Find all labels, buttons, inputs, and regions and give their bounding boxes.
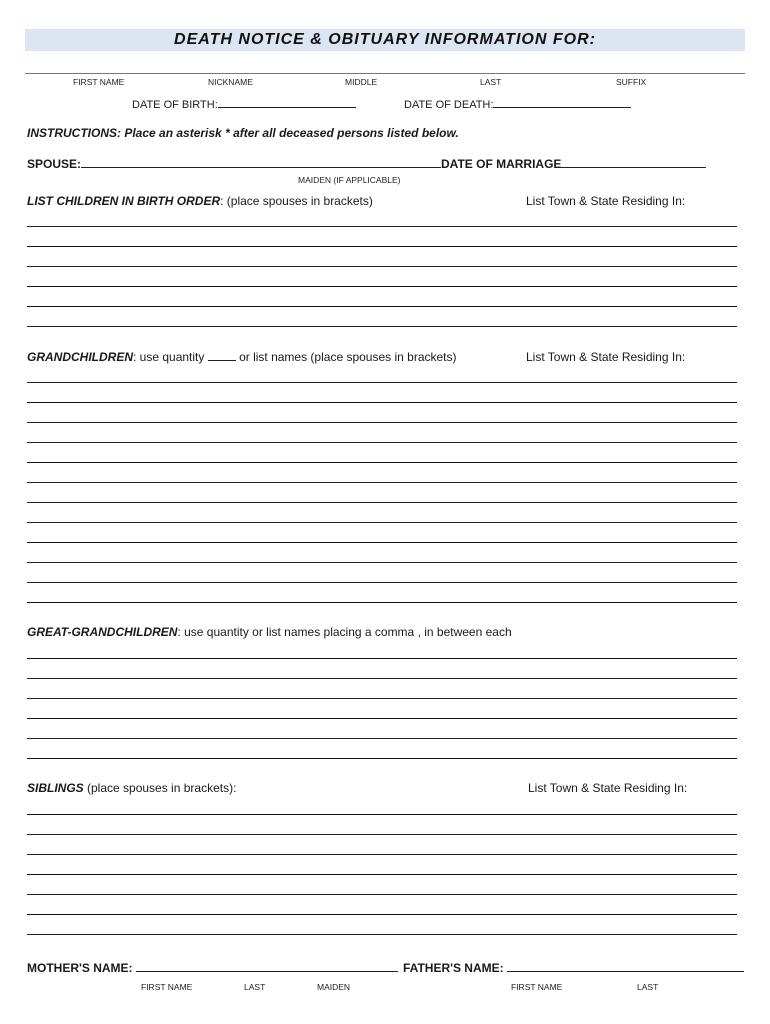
grandchildren-heading-label: GRANDCHILDREN bbox=[27, 350, 133, 364]
children-line[interactable] bbox=[27, 286, 737, 287]
grandchildren-line[interactable] bbox=[27, 582, 737, 583]
children-town-state-label: List Town & State Residing In: bbox=[526, 194, 686, 208]
siblings-line[interactable] bbox=[27, 854, 737, 855]
grandchildren-line[interactable] bbox=[27, 422, 737, 423]
children-line[interactable] bbox=[27, 306, 737, 307]
date-of-birth-line[interactable] bbox=[218, 97, 356, 108]
great-grandchildren-note: : use quantity or list names placing a comma , in between each bbox=[177, 625, 512, 639]
father-name-line[interactable] bbox=[507, 961, 744, 972]
spouse-line[interactable] bbox=[81, 157, 441, 168]
grandchildren-heading bbox=[27, 350, 457, 364]
spouse-label: SPOUSE: bbox=[27, 157, 82, 171]
date-of-death-line[interactable] bbox=[493, 97, 631, 108]
siblings-heading-label: SIBLINGS bbox=[27, 781, 84, 795]
children-line[interactable] bbox=[27, 226, 737, 227]
grandchildren-line[interactable] bbox=[27, 442, 737, 443]
suffix-label: SUFFIX bbox=[616, 77, 647, 87]
mother-first-name-sublabel: FIRST NAME bbox=[141, 982, 193, 992]
children-line[interactable] bbox=[27, 266, 737, 267]
great-grandchildren-heading-label: GREAT-GRANDCHILDREN bbox=[27, 625, 178, 639]
grandchildren-town-state-label: List Town & State Residing In: bbox=[526, 350, 686, 364]
children-heading-label: LIST CHILDREN IN BIRTH ORDER bbox=[27, 194, 221, 208]
siblings-note: (place spouses in brackets): bbox=[83, 781, 237, 795]
mother-name-label: MOTHER'S NAME: bbox=[27, 961, 133, 975]
great-grandchildren-line[interactable] bbox=[27, 658, 737, 659]
great-grandchildren-line[interactable] bbox=[27, 758, 737, 759]
date-of-marriage-label: DATE OF MARRIAGE bbox=[441, 157, 562, 171]
siblings-line[interactable] bbox=[27, 874, 737, 875]
middle-label: MIDDLE bbox=[345, 77, 378, 87]
father-last-sublabel: LAST bbox=[637, 982, 659, 992]
great-grandchildren-heading bbox=[27, 625, 512, 639]
grandchildren-line[interactable] bbox=[27, 402, 737, 403]
first-name-label: FIRST NAME bbox=[73, 77, 125, 87]
children-note: : (place spouses in brackets) bbox=[220, 194, 373, 208]
father-first-name-sublabel: FIRST NAME bbox=[511, 982, 563, 992]
mother-last-sublabel: LAST bbox=[244, 982, 266, 992]
grandchildren-line[interactable] bbox=[27, 502, 737, 503]
grandchildren-line[interactable] bbox=[27, 382, 737, 383]
grandchildren-line[interactable] bbox=[27, 602, 737, 603]
form-title: DEATH NOTICE & OBITUARY INFORMATION FOR: bbox=[174, 31, 596, 48]
date-of-death-label: DATE OF DEATH: bbox=[404, 99, 494, 111]
siblings-line[interactable] bbox=[27, 834, 737, 835]
name-line[interactable] bbox=[25, 73, 745, 74]
great-grandchildren-line[interactable] bbox=[27, 698, 737, 699]
last-label: LAST bbox=[480, 77, 502, 87]
grandchildren-line[interactable] bbox=[27, 522, 737, 523]
siblings-town-state-label: List Town & State Residing In: bbox=[528, 781, 688, 795]
instructions: INSTRUCTIONS: Place an asterisk * after all deceased persons listed below. bbox=[27, 126, 459, 140]
maiden-sublabel: MAIDEN (IF APPLICABLE) bbox=[298, 175, 401, 185]
father-name-field[interactable] bbox=[403, 961, 744, 975]
children-line[interactable] bbox=[27, 246, 737, 247]
siblings-line[interactable] bbox=[27, 934, 737, 935]
siblings-line[interactable] bbox=[27, 814, 737, 815]
date-of-death-field[interactable] bbox=[404, 97, 631, 111]
children-heading bbox=[27, 194, 373, 208]
grandchildren-note-after: or list names (place spouses in brackets) bbox=[239, 350, 457, 364]
mother-name-line[interactable] bbox=[136, 961, 398, 972]
grandchildren-quantity-line[interactable] bbox=[208, 350, 236, 361]
grandchildren-line[interactable] bbox=[27, 462, 737, 463]
great-grandchildren-line[interactable] bbox=[27, 718, 737, 719]
mother-maiden-sublabel: MAIDEN bbox=[317, 982, 351, 992]
siblings-heading bbox=[27, 781, 236, 795]
grandchildren-line[interactable] bbox=[27, 562, 737, 563]
great-grandchildren-line[interactable] bbox=[27, 738, 737, 739]
mother-name-field[interactable] bbox=[27, 961, 398, 975]
nickname-label: NICKNAME bbox=[208, 77, 253, 87]
children-line[interactable] bbox=[27, 326, 737, 327]
siblings-line[interactable] bbox=[27, 894, 737, 895]
spouse-field[interactable] bbox=[27, 157, 441, 171]
grandchildren-line[interactable] bbox=[27, 482, 737, 483]
marriage-field[interactable] bbox=[441, 157, 706, 171]
date-of-birth-field[interactable] bbox=[132, 97, 356, 111]
siblings-line[interactable] bbox=[27, 914, 737, 915]
date-of-marriage-line[interactable] bbox=[561, 157, 706, 168]
grandchildren-note-before: : use quantity bbox=[133, 350, 205, 364]
date-of-birth-label: DATE OF BIRTH: bbox=[132, 99, 218, 111]
grandchildren-line[interactable] bbox=[27, 542, 737, 543]
great-grandchildren-line[interactable] bbox=[27, 678, 737, 679]
father-name-label: FATHER'S NAME: bbox=[403, 961, 504, 975]
